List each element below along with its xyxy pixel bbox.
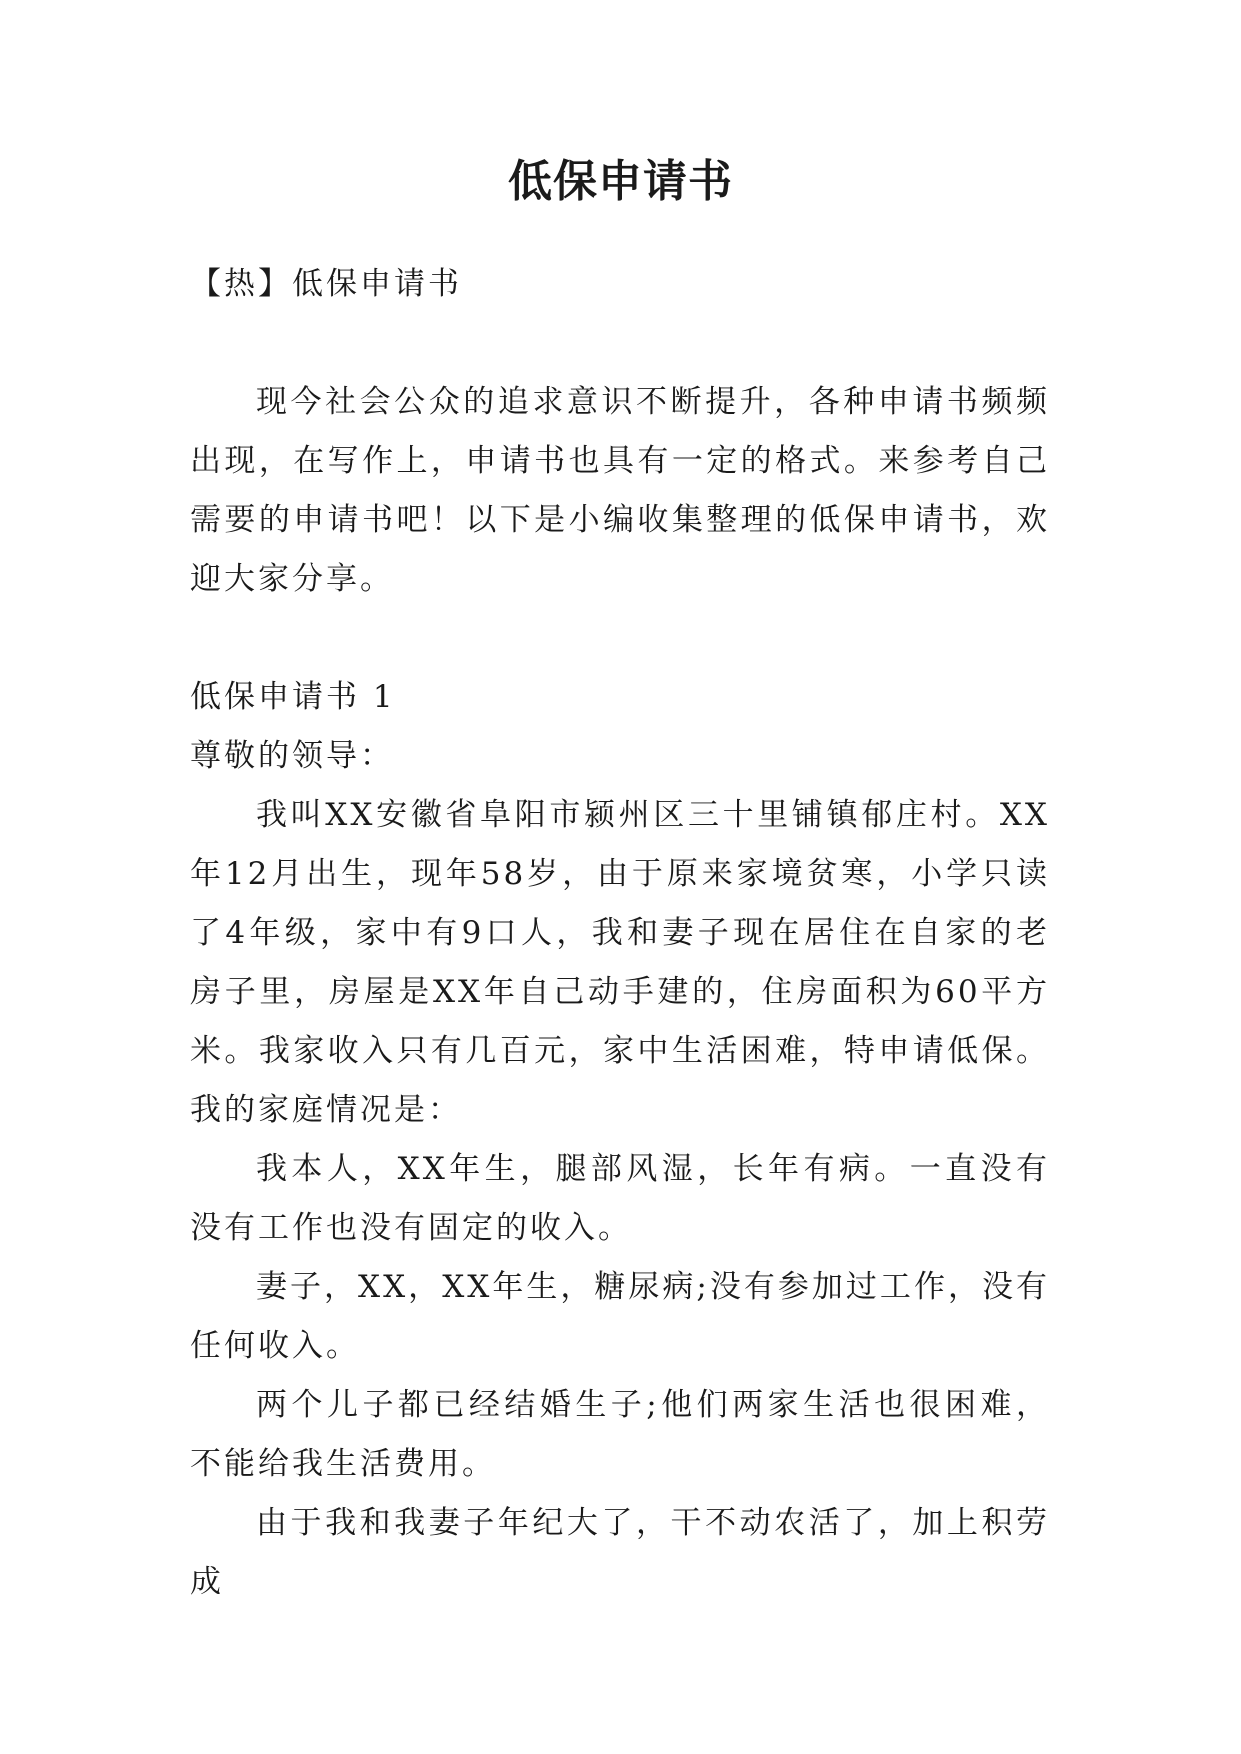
body-paragraph: 妻子，XX，XX年生，糖尿病;没有参加过工作，没有任何收入。 xyxy=(190,1269,1050,1364)
body-paragraph: 我叫XX安徽省阜阳市颍州区三十里铺镇郁庄村。XX年12月出生，现年58岁，由于原来家境贫寒，小学只读了4年级，家中有9口人，我和妻子现在居住在自家的老房子里，房屋是XX年自己动手建的，住房面积为60平方米。我家收入只有几百元，家中生活困难，特申请低保。我的家庭情况是： xyxy=(190,797,1050,1128)
section-heading: 低保申请书 1 xyxy=(190,679,396,715)
body-paragraph: 由于我和我妻子年纪大了，干不动农活了，加上积劳成 xyxy=(190,1505,1050,1600)
body-paragraph: 两个儿子都已经结婚生子;他们两家生活也很困难，不能给我生活费用。 xyxy=(190,1387,1050,1482)
body-paragraph: 我本人，XX年生，腿部风湿，长年有病。一直没有没有工作也没有固定的收入。 xyxy=(190,1151,1050,1246)
salutation: 尊敬的领导： xyxy=(190,738,394,774)
document-subtitle: 【热】低保申请书 xyxy=(190,266,462,302)
document-title: 低保申请书 xyxy=(508,156,733,207)
intro-paragraph: 现今社会公众的追求意识不断提升，各种申请书频频出现，在写作上，申请书也具有一定的格式。来参考自己需要的申请书吧！以下是小编收集整理的低保申请书，欢迎大家分享。 xyxy=(190,384,1050,597)
document-body xyxy=(190,255,1050,1612)
